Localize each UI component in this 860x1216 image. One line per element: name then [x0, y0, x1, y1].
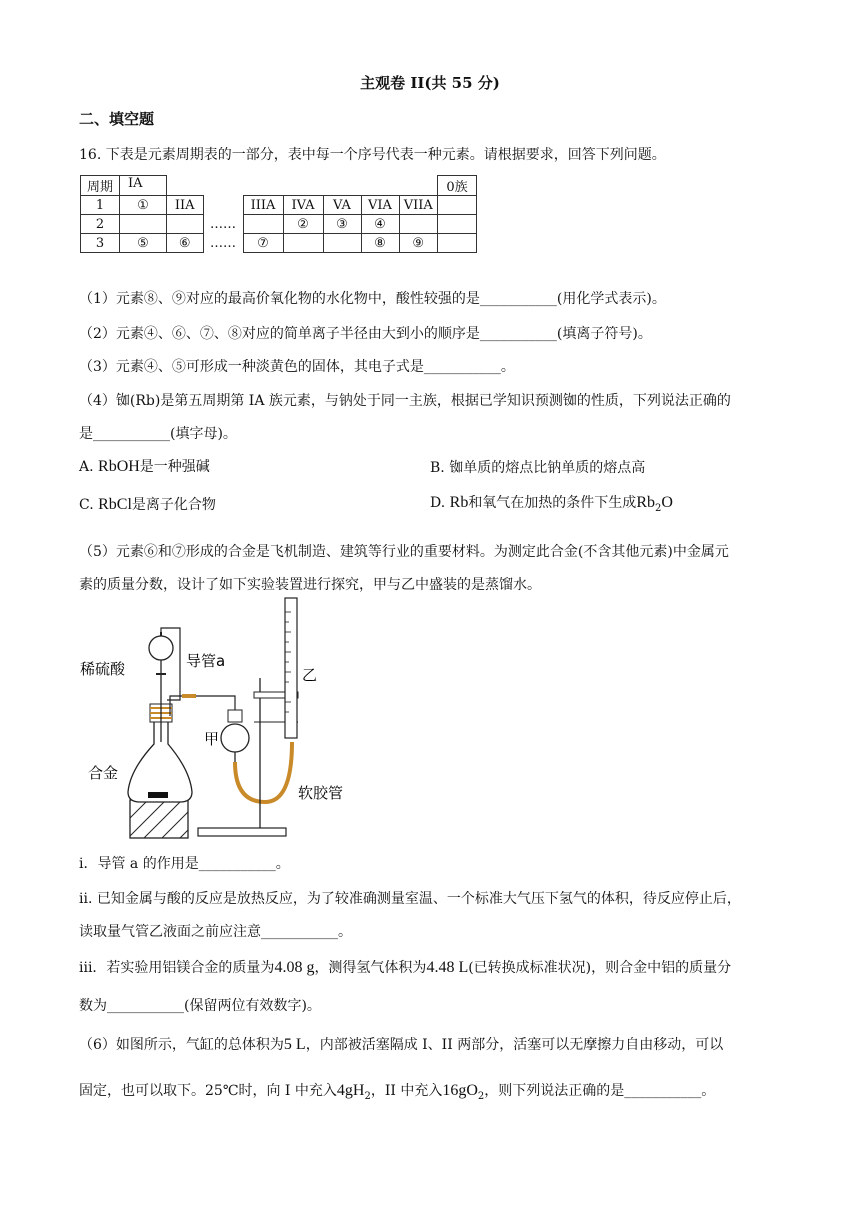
element-3: ③: [323, 215, 361, 234]
period-header: 周期: [81, 176, 120, 196]
option-d-formula: Rb: [449, 494, 469, 511]
element-4: ④: [361, 215, 399, 234]
rubber-hose: [235, 742, 292, 802]
dots-row-2: ……: [210, 216, 236, 232]
element-8: ⑧: [361, 234, 399, 253]
option-a-label: A.: [79, 459, 94, 475]
alloy-mass: 4.08 g: [274, 959, 315, 976]
group-via: VIA: [361, 196, 399, 215]
label-yi: 乙: [302, 666, 318, 684]
o2-subscript: 2: [477, 1090, 485, 1102]
group-viia: VIIA: [399, 196, 438, 215]
burette-yi: [285, 598, 297, 738]
period-2: 2: [81, 215, 120, 234]
cylinder-volume: 5 L: [283, 1036, 306, 1053]
q6-post: ，内部被活塞隔成 I、II 两部分，活塞可以无摩擦力自由移动，可以: [305, 1037, 724, 1053]
conical-flask: [128, 710, 192, 802]
label-jia: 甲: [204, 730, 220, 748]
periodic-table: [80, 175, 477, 253]
q6-l2-pre: 固定，也可以取下。25℃时，向 I 中充入: [79, 1083, 337, 1099]
iii-mid: ，测得氢气体积为: [314, 960, 427, 976]
separatory-funnel: [149, 636, 173, 660]
sub-question-iii-line2: 数为___________(保留两位有效数字)。: [79, 998, 321, 1014]
h2-volume: 4.48 L: [426, 959, 469, 976]
option-c-formula: RbCl: [98, 496, 132, 513]
question-5-line2: 素的质量分数，设计了如下实验装置进行探究，甲与乙中盛装的是蒸馏水。: [79, 577, 541, 593]
option-d-product: Rb: [636, 494, 655, 511]
option-a-text: 是一种强碱: [139, 459, 210, 475]
element-9: ⑨: [399, 234, 438, 253]
sub-question-ii-line1: ii. 已知金属与酸的反应是放热反应，为了较准确测量室温、一个标准大气压下氢气的体积，待反应停止后，: [79, 891, 741, 907]
element-5: ⑤: [120, 234, 167, 253]
group-va: VA: [323, 196, 361, 215]
option-d-subscript: 2: [654, 502, 662, 514]
section-heading: 二、填空题: [79, 110, 155, 128]
question-6-line1: [79, 1034, 723, 1054]
label-hose: 软胶管: [298, 784, 344, 802]
question-6-line2: [79, 1080, 715, 1102]
alloy-sample: [148, 792, 168, 798]
group-zero: 0族: [438, 176, 477, 196]
label-tube-a: 导管a: [186, 652, 226, 670]
iii-post: (已转换成标准状况)，则合金中铝的质量分: [468, 960, 732, 976]
group-iia: IIA: [167, 196, 204, 215]
h2-mass: 4gH: [336, 1082, 365, 1099]
option-a-formula: RbOH: [98, 458, 140, 475]
iii-pre: iii．若实验用铝镁合金的质量为: [79, 960, 275, 976]
element-7: ⑦: [243, 234, 283, 253]
h2-subscript: 2: [364, 1090, 371, 1102]
element-6: ⑥: [167, 234, 204, 253]
sub-question-ii-line2: 读取量气管乙液面之前应注意___________。: [79, 924, 352, 940]
question-3: （3）元素④、⑤可形成一种淡黄色的固体，其电子式是___________。: [79, 359, 515, 375]
q6-l2-mid: ，II 中充入: [370, 1083, 443, 1099]
period-1: 1: [81, 196, 120, 215]
option-a: [79, 456, 210, 476]
q6-pre: （6）如图所示，气缸的总体积为: [79, 1037, 284, 1053]
sub-question-iii-line1: [79, 957, 731, 977]
option-d-label: D.: [430, 495, 446, 511]
q6-l2-post: ，则下列说法正确的是___________。: [484, 1083, 716, 1099]
option-d-text: 和氧气在加热的条件下生成: [468, 495, 637, 511]
option-b: B. 铷单质的熔点比钠单质的熔点高: [430, 460, 646, 476]
question-4-line2: 是___________(填字母)。: [79, 426, 237, 442]
question-1: （1）元素⑧、⑨对应的最高价氧化物的水化物中，酸性较强的是___________(用化学式表示)。: [79, 291, 666, 307]
option-c: [79, 494, 216, 514]
option-c-text: 是离子化合物: [131, 497, 216, 513]
group-iiia: IIIA: [243, 196, 283, 215]
page-title: 主观卷 II(共 55 分): [360, 74, 500, 92]
option-d-product-tail: O: [661, 494, 673, 511]
o2-mass: 16gO: [442, 1082, 478, 1099]
option-c-label: C.: [79, 497, 94, 513]
apparatus-figure: [70, 592, 370, 844]
element-2: ②: [283, 215, 323, 234]
question-16-intro: 16. 下表是元素周期表的一部分，表中每一个序号代表一种元素。请根据要求，回答下列问题。: [79, 147, 666, 163]
element-1: ①: [120, 196, 167, 215]
period-3: 3: [81, 234, 120, 253]
question-2: （2）元素④、⑥、⑦、⑧对应的简单离子半径由大到小的顺序是___________(填离子符号)。: [79, 326, 652, 342]
dots-row-3: ……: [210, 235, 236, 251]
question-4-line1: （4）铷(Rb)是第五周期第 IA 族元素，与钠处于同一主族，根据已学知识预测铷的性质，下列说法正确的: [79, 393, 731, 409]
hatched-block: [130, 800, 188, 838]
label-acid: 稀硫酸: [80, 660, 126, 678]
stand-base: [198, 828, 286, 836]
label-alloy: 合金: [88, 764, 119, 782]
group-ia: IA: [120, 176, 167, 196]
sub-question-i: i．导管 a 的作用是___________。: [79, 856, 290, 872]
option-d: [430, 492, 673, 514]
question-5-line1: （5）元素⑥和⑦形成的合金是飞机制造、建筑等行业的重要材料。为测定此合金(不含其他元素)中金属元: [79, 544, 729, 560]
group-iva: IVA: [283, 196, 323, 215]
bulb-jia: [221, 724, 249, 752]
